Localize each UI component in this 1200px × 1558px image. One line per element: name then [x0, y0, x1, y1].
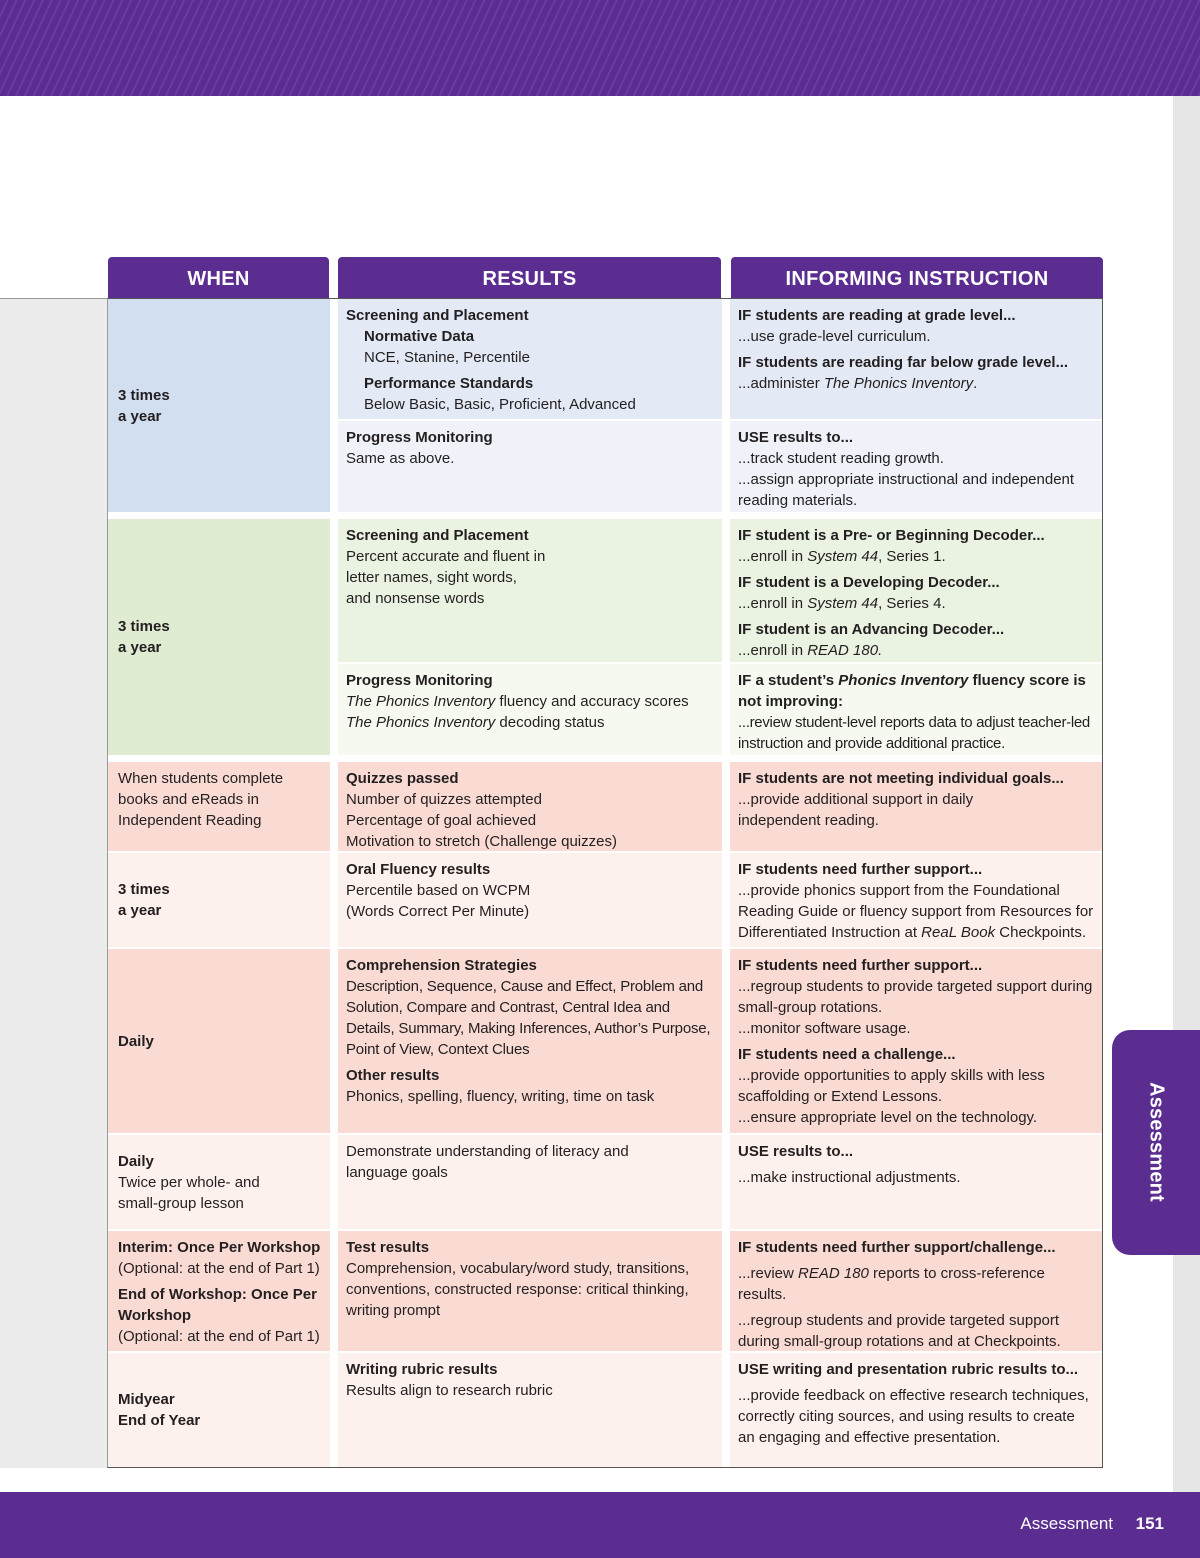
informing-line: ...make instructional adjustments.: [738, 1169, 961, 1186]
when-cell: [108, 519, 330, 755]
informing-line: IF students need further support...: [738, 861, 983, 878]
results-line: Quizzes passed: [346, 770, 459, 787]
when-line: Daily: [118, 1152, 154, 1170]
results-line: Writing rubric results: [346, 1361, 498, 1378]
informing-line: ...provide phonics support from the Foundational Reading Guide or fluency support from Resources for Differentiated Instruction at ReaL Book Checkpoints.: [738, 882, 1094, 941]
results-line: Normative Data: [364, 328, 475, 345]
informing-line: ...enroll in READ 180.: [738, 642, 883, 659]
informing-line: IF students are not meeting individual goals...: [738, 770, 1064, 787]
results-line: Percent accurate and fluent in letter names, sight words, and nonsense words: [346, 548, 546, 607]
section-tab[interactable]: [1112, 1030, 1200, 1255]
when-line: (Optional: at the end of Part 1): [118, 1260, 320, 1277]
results-line: Percentile based on WCPM (Words Correct Per Minute): [346, 882, 531, 920]
informing-line: IF a student’s Phonics Inventory fluency score is not improving:: [738, 672, 1086, 710]
when-line: Interim: Once Per Workshop: [118, 1239, 321, 1256]
informing-line: ...track student reading growth.: [738, 450, 944, 467]
informing-line: ...use grade-level curriculum.: [738, 328, 931, 345]
results-line: Comprehension Strategies: [346, 957, 537, 974]
informing-line: ...assign appropriate instructional and independent reading materials.: [738, 471, 1075, 509]
informing-line: ...regroup students to provide targeted support during small-group rotations.: [738, 978, 1093, 1016]
when-line: a year: [118, 639, 162, 656]
informing-cell: [730, 1135, 1102, 1229]
when-line: 3 times: [118, 618, 170, 635]
when-cell: [108, 1353, 330, 1467]
informing-line: ...provide additional support in daily independent reading.: [738, 791, 974, 829]
informing-cell: [730, 421, 1102, 512]
informing-line: ...regroup students and provide targeted support during small-group rotations and at Checkpoints.: [738, 1312, 1061, 1350]
results-cell: [338, 1353, 722, 1467]
results-line: Screening and Placement: [346, 307, 529, 324]
results-line: Below Basic, Basic, Proficient, Advanced: [364, 396, 636, 413]
results-line: Number of quizzes attempted: [346, 791, 542, 808]
informing-line: ...enroll in System 44, Series 4.: [738, 595, 946, 612]
informing-line: IF students are reading far below grade level...: [738, 354, 1069, 371]
informing-line: IF students are reading at grade level...: [738, 307, 1016, 324]
when-line: End of Year: [118, 1412, 201, 1429]
informing-line: ...ensure appropriate level on the technology.: [738, 1109, 1038, 1126]
informing-cell: [730, 664, 1102, 755]
results-line: Description, Sequence, Cause and Effect, Problem and Solution, Compare and Contrast, Central Idea and Details, Summary, Making Inferences, Author’s Purpose, Point of View, Context Clues: [346, 978, 711, 1058]
when-cell: [108, 1231, 330, 1351]
when-line: When students complete books and eReads in Independent Reading: [118, 770, 284, 829]
informing-line: ...enroll in System 44, Series 1.: [738, 548, 946, 565]
when-line: End of Workshop: Once Per Workshop: [118, 1286, 317, 1324]
when-cell: [108, 762, 330, 851]
results-line: Results align to research rubric: [346, 1382, 553, 1399]
page-footer: [0, 1492, 1200, 1558]
when-line: (Optional: at the end of Part 1): [118, 1328, 320, 1345]
footer-section-title: Assessment: [1020, 1514, 1113, 1533]
page-number: 151: [1135, 1514, 1164, 1533]
top-banner: [0, 0, 1200, 96]
informing-line: USE writing and presentation rubric results to...: [738, 1361, 1079, 1378]
informing-cell: [730, 519, 1102, 662]
results-line: Performance Standards: [364, 375, 534, 392]
informing-line: IF student is an Advancing Decoder...: [738, 621, 1005, 638]
when-line: Daily: [118, 1032, 154, 1050]
informing-cell: [730, 762, 1102, 851]
results-line: Test results: [346, 1239, 430, 1256]
when-line: a year: [118, 407, 162, 425]
results-line: Other results: [346, 1067, 440, 1084]
informing-line: IF student is a Pre- or Beginning Decoder...: [738, 527, 1045, 544]
header-when: WHEN: [108, 257, 329, 298]
informing-line: IF students need a challenge...: [738, 1046, 956, 1063]
header-informing-instruction: INFORMING INSTRUCTION: [731, 257, 1103, 298]
results-line: NCE, Stanine, Percentile: [364, 349, 530, 366]
informing-line: IF students need further support...: [738, 957, 983, 974]
informing-line: USE results to...: [738, 429, 854, 446]
results-line: Same as above.: [346, 450, 455, 467]
results-line: The Phonics Inventory fluency and accuracy scores: [346, 693, 689, 710]
results-cell: [338, 949, 722, 1133]
informing-cell: [730, 299, 1102, 419]
results-cell: [338, 762, 722, 851]
when-line: 3 times: [118, 386, 170, 404]
left-rule: [0, 298, 107, 299]
left-margin-strip: [0, 298, 107, 1468]
right-margin-strip: [1173, 96, 1200, 1492]
results-line: Progress Monitoring: [346, 672, 493, 689]
results-cell: [338, 299, 722, 419]
results-line: Percentage of goal achieved: [346, 812, 537, 829]
when-cell: [108, 1135, 330, 1229]
when-cell: [108, 853, 330, 947]
informing-line: ...review student-level reports data to adjust teacher-led instruction and provide additional practice.: [738, 714, 1090, 752]
when-cell: [108, 949, 330, 1133]
when-line: a year: [118, 902, 162, 919]
results-line: Oral Fluency results: [346, 861, 491, 878]
results-line: Motivation to stretch (Challenge quizzes): [346, 833, 617, 850]
results-line: Progress Monitoring: [346, 429, 493, 446]
informing-cell: [730, 1353, 1102, 1467]
informing-cell: [730, 949, 1102, 1133]
section-tab-label: Assessment: [1145, 1082, 1168, 1202]
informing-cell: [730, 1231, 1102, 1351]
informing-line: ...review READ 180 reports to cross-reference results.: [738, 1265, 1045, 1303]
informing-line: IF student is a Developing Decoder...: [738, 574, 1000, 591]
results-line: Screening and Placement: [346, 527, 529, 544]
when-line: 3 times: [118, 881, 170, 898]
results-cell: [338, 664, 722, 755]
results-cell: [338, 1135, 722, 1229]
when-cell: [108, 299, 330, 512]
informing-cell: [730, 853, 1102, 947]
results-line: Comprehension, vocabulary/word study, transitions, conventions, constructed response: critical thinking, writing prompt: [346, 1260, 690, 1319]
when-line: Twice per whole- and small-group lesson: [118, 1173, 260, 1212]
informing-line: USE results to...: [738, 1143, 854, 1160]
informing-line: IF students need further support/challenge...: [738, 1239, 1056, 1256]
results-cell: [338, 421, 722, 512]
results-line: Phonics, spelling, fluency, writing, time on task: [346, 1088, 655, 1105]
informing-line: ...monitor software usage.: [738, 1020, 911, 1037]
results-cell: [338, 1231, 722, 1351]
when-line: Midyear: [118, 1391, 175, 1408]
results-line: Demonstrate understanding of literacy and language goals: [346, 1143, 629, 1181]
results-line: The Phonics Inventory decoding status: [346, 714, 605, 731]
informing-line: ...provide opportunities to apply skills with less scaffolding or Extend Lessons.: [738, 1067, 1045, 1105]
results-cell: [338, 853, 722, 947]
informing-line: ...provide feedback on effective research techniques, correctly citing sources, and using results to create an engaging and effective presentation.: [738, 1387, 1089, 1446]
header-results: RESULTS: [338, 257, 721, 298]
results-cell: [338, 519, 722, 662]
informing-line: ...administer The Phonics Inventory.: [738, 375, 978, 392]
